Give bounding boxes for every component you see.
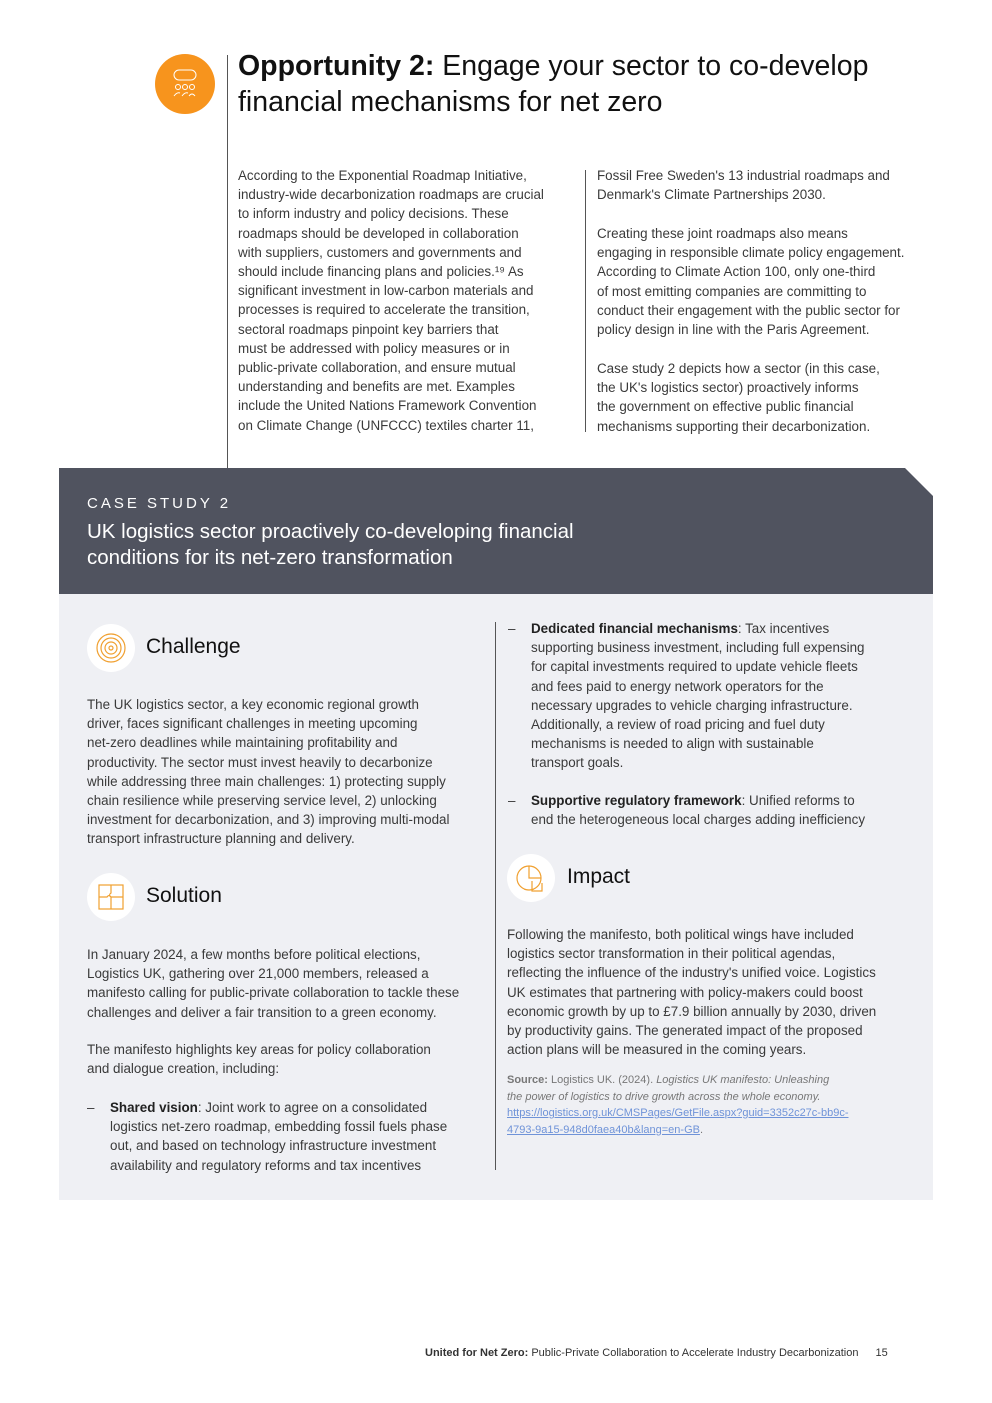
challenge-heading: Challenge xyxy=(146,635,241,658)
text-line: and fees paid to energy network operators for the xyxy=(531,678,824,694)
text-line: In January 2024, a few months before political elections, xyxy=(87,947,421,962)
impact-heading: Impact xyxy=(567,865,631,888)
bullet-regulatory-framework xyxy=(508,791,865,829)
text-line: the government on effective public financial xyxy=(597,399,854,415)
text-line: UK estimates that partnering with policy-makers could boost xyxy=(507,984,863,1000)
text-line: manifesto calling for public-private collaboration to tackle these xyxy=(87,985,460,1001)
source-text: Logistics UK. (2024). xyxy=(547,1074,657,1086)
bullet-text: : Tax incentives xyxy=(737,621,830,636)
bullet-dash: – xyxy=(508,793,516,808)
column-divider xyxy=(585,170,586,432)
text-line: to inform industry and policy decisions. These xyxy=(238,206,509,222)
text-line: availability and regulatory reforms and tax incentives xyxy=(110,1157,422,1173)
text-line: Case study 2 depicts how a sector (in this case, xyxy=(597,361,880,376)
case-title-line: conditions for its net-zero transformation xyxy=(87,546,453,569)
opportunity-icon xyxy=(155,54,215,114)
bullet-body xyxy=(110,1117,447,1175)
puzzle-icon xyxy=(87,873,135,921)
bullet-dash: – xyxy=(87,1100,95,1115)
case-study-kicker: CASE STUDY 2 xyxy=(87,495,232,512)
text-line: Creating these joint roadmaps also means xyxy=(597,226,848,241)
source-link[interactable]: https://logistics.org.uk/CMSPages/GetFile.aspx?guid=3352c27c-bb9c- xyxy=(507,1107,849,1119)
source-title: Logistics UK manifesto: Unleashing xyxy=(656,1074,830,1086)
text-line: economic growth by up to £7.9 billion annually by 2030, driven xyxy=(507,1003,877,1019)
bullet-text: : Joint work to agree on a consolidated xyxy=(197,1100,428,1115)
intro-left-paragraph xyxy=(238,166,544,435)
text-line: and dialogue creation, including: xyxy=(87,1061,280,1077)
bullet-body xyxy=(531,638,864,772)
case-title-line: UK logistics sector proactively co-developing financial xyxy=(87,520,574,543)
text-line: while addressing three main challenges: 1) protecting supply xyxy=(87,773,446,789)
text-line: logistics net-zero roadmap, embedding fossil fuels phase xyxy=(110,1119,448,1135)
text-line: Following the manifesto, both political wings have included xyxy=(507,927,854,942)
text-line: processes is required to accelerate the transition, xyxy=(238,302,530,318)
text-line: include the United Nations Framework Convention xyxy=(238,398,537,414)
solution-paragraph-2 xyxy=(87,1040,431,1078)
text-line: The UK logistics sector, a key economic regional growth xyxy=(87,697,419,712)
text-line: necessary upgrades to vehicle charging infrastructure. xyxy=(531,697,853,713)
text-line: Denmark's Climate Partnerships 2030. xyxy=(597,187,826,203)
source-link[interactable]: 4793-9a15-948d0faea40b&lang=en-GB xyxy=(507,1123,700,1136)
impact-paragraph xyxy=(507,925,876,1059)
text-line: productivity. The sector must invest heavily to decarbonize xyxy=(87,754,433,770)
footer-report-title: United for Net Zero: xyxy=(425,1347,529,1359)
text-line: action plans will be measured in the coming years. xyxy=(507,1042,807,1058)
text-line: mechanisms supporting their decarbonization. xyxy=(597,418,871,434)
page-title xyxy=(238,48,868,120)
source-citation xyxy=(507,1072,848,1138)
source-label: Source: xyxy=(507,1074,548,1086)
text-line: According to the Exponential Roadmap Initiative, xyxy=(238,168,527,183)
footer-subtitle: Public-Private Collaboration to Accelerate Industry Decarbonization xyxy=(528,1347,859,1359)
text-line: on Climate Change (UNFCCC) textiles charter 11, xyxy=(238,417,534,433)
intro-right-paragraph-2 xyxy=(597,224,904,339)
text-line: mechanisms is needed to align with sustainable xyxy=(531,736,814,752)
page-number: 15 xyxy=(875,1347,888,1359)
text-line: engaging in responsible climate policy engagement. xyxy=(597,245,905,261)
text-line: reflecting the influence of the industry's unified voice. Logistics xyxy=(507,965,876,981)
text-line: net-zero deadlines while maintaining profitability and xyxy=(87,735,398,751)
text-line: investment for decarbonization, and 3) improving multi-modal xyxy=(87,812,450,828)
text-line: should include financing plans and policies.¹⁹ As xyxy=(238,264,524,280)
text-line: Additionally, a review of road pricing and fuel duty xyxy=(531,717,825,733)
text-line: policy design in line with the Paris Agreement. xyxy=(597,322,870,338)
text-line: logistics sector transformation in their political agendas, xyxy=(507,946,836,962)
text-line: driver, faces significant challenges in meeting upcoming xyxy=(87,716,418,732)
text-line: industry-wide decarbonization roadmaps are crucial xyxy=(238,187,544,203)
title-rule xyxy=(227,55,228,468)
text-line: sectoral roadmaps pinpoint key barriers that xyxy=(238,321,499,337)
text-line: with suppliers, customers and governments and xyxy=(238,244,522,260)
text-line: the UK's logistics sector) proactively informs xyxy=(597,380,859,396)
intro-right-paragraph-3 xyxy=(597,359,880,436)
case-study-title xyxy=(87,519,574,571)
text-line: end the heterogeneous local charges adding inefficiency xyxy=(531,812,866,828)
text-line: The manifesto highlights key areas for policy collaboration xyxy=(87,1042,431,1057)
bullet-body xyxy=(531,810,865,829)
text-line: public-private collaboration, and ensure mutual xyxy=(238,360,516,376)
target-maze-icon xyxy=(87,624,135,672)
text-line: out, and based on technology infrastructure investment xyxy=(110,1138,437,1154)
intro-right-paragraph-1 xyxy=(597,166,890,204)
text-line: Logistics UK, gathering over 21,000 members, released a xyxy=(87,966,429,982)
text-line: for capital investments required to update vehicle fleets xyxy=(531,659,858,675)
bullet-title: Dedicated financial mechanisms xyxy=(531,621,738,636)
solution-paragraph-1 xyxy=(87,945,459,1022)
source-end: . xyxy=(699,1123,704,1136)
footer xyxy=(425,1347,888,1359)
text-line: roadmaps should be developed in collaboration xyxy=(238,225,519,241)
text-line: challenges and deliver a fair transition to a green economy. xyxy=(87,1004,437,1020)
solution-heading: Solution xyxy=(146,884,222,907)
text-line: understanding and benefits are met. Examples xyxy=(238,379,515,395)
text-line: by productivity gains. The generated impact of the proposed xyxy=(507,1023,863,1039)
pie-chart-hand-icon xyxy=(507,854,555,902)
panel-divider xyxy=(495,622,496,1170)
text-line: According to Climate Action 100, only one-third xyxy=(597,264,876,280)
title-bold: Opportunity 2: xyxy=(238,50,435,82)
text-line: of most emitting companies are committing to xyxy=(597,283,867,299)
challenge-paragraph xyxy=(87,695,449,849)
bullet-title: Supportive regulatory framework xyxy=(531,793,742,808)
source-title: the power of logistics to drive growth across the whole economy. xyxy=(507,1090,821,1103)
text-line: conduct their engagement with the public sector for xyxy=(597,302,900,318)
title-rest: Engage your sector to co-develop xyxy=(434,50,869,82)
text-line: transport goals. xyxy=(531,755,624,771)
bullet-title: Shared vision xyxy=(110,1100,198,1115)
bullet-financial-mechanisms xyxy=(508,619,864,773)
text-line: transport infrastructure planning and delivery. xyxy=(87,831,355,847)
text-line: must be addressed with policy measures or in xyxy=(238,340,510,356)
bullet-shared-vision xyxy=(87,1098,447,1175)
bullet-dash: – xyxy=(508,621,516,636)
text-line: supporting business investment, including full expensing xyxy=(531,640,865,656)
text-line: Fossil Free Sweden's 13 industrial roadmaps and xyxy=(597,168,890,183)
text-line: chain resilience while preserving service level, 2) unlocking xyxy=(87,793,437,809)
bullet-text: : Unified reforms to xyxy=(741,793,855,808)
text-line: significant investment in low-carbon materials and xyxy=(238,283,534,299)
title-rest-2: financial mechanisms for net zero xyxy=(238,86,663,118)
